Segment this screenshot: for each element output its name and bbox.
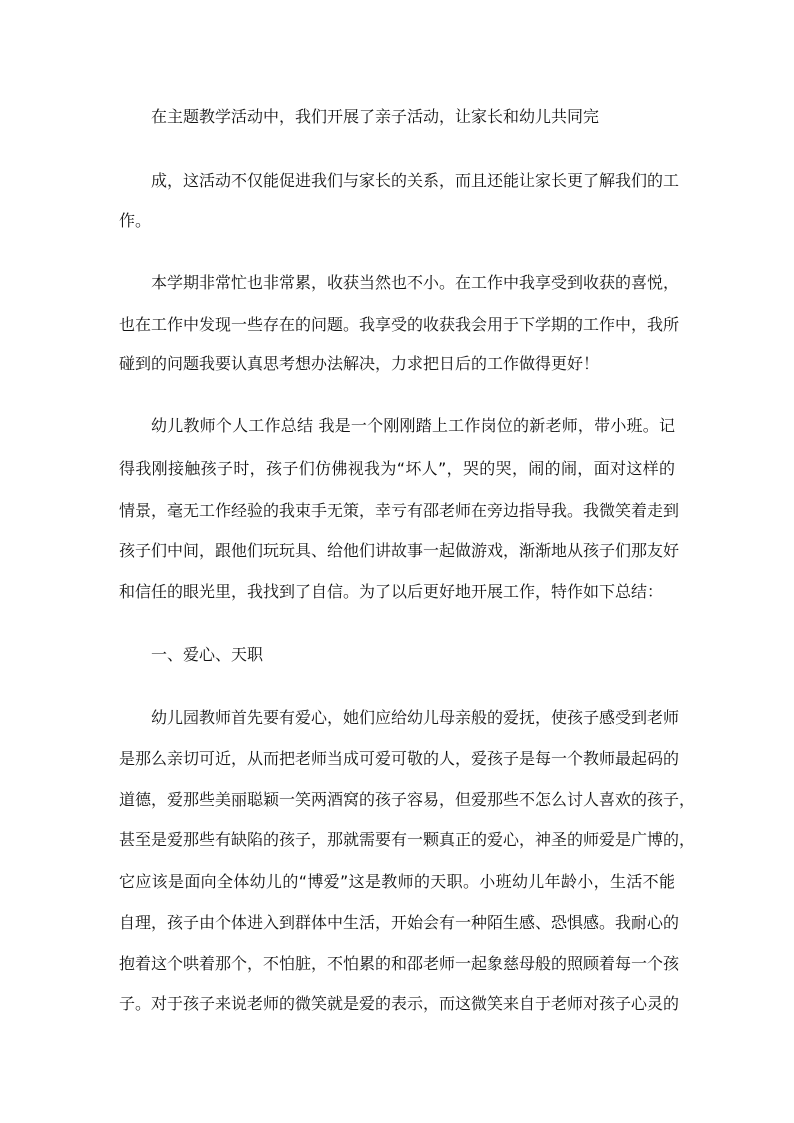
paragraph-4-line-2: 是那么亲切可近，从而把老师当成可爱可敬的人，爱孩子是每一个教师最起码的	[119, 749, 680, 768]
section-heading: 一、爱心、天职	[151, 645, 264, 664]
paragraph-3-line-1: 幼儿教师个人工作总结 我是一个刚刚踏上工作岗位的新老师，带小班。记	[151, 416, 675, 435]
paragraph-1-line-1: 在主题教学活动中，我们开展了亲子活动，让家长和幼儿共同完	[151, 107, 600, 126]
paragraph-4-line-1: 幼儿园教师首先要有爱心，她们应给幼儿母亲般的爱抚，使孩子感受到老师	[151, 708, 680, 727]
paragraph-2-line-2: 也在工作中发现一些存在的问题。我享受的收获我会用于下学期的工作中，我所	[119, 315, 680, 334]
paragraph-1-line-2: 成，这活动不仅能促进我们与家长的关系，而且还能让家长更了解我们的工	[151, 171, 680, 190]
paragraph-4-line-3: 道德，爱那些美丽聪颖一笑两酒窝的孩子容易，但爱那些不怎么讨人喜欢的孩子，	[119, 790, 696, 809]
paragraph-3-line-2: 得我刚接触孩子时，孩子们仿佛视我为“坏人”，哭的哭，闹的闹，面对这样的	[119, 459, 675, 478]
paragraph-3-line-4: 孩子们中间，跟他们玩玩具、给他们讲故事一起做游戏，渐渐地从孩子们那友好	[119, 541, 680, 560]
paragraph-2-line-3: 碰到的问题我要认真思考想办法解决，力求把日后的工作做得更好！	[119, 354, 600, 373]
paragraph-4-line-8: 子。对于孩子来说老师的微笑就是爱的表示，而这微笑来自于老师对孩子心灵的	[119, 994, 680, 1013]
paragraph-2-line-1: 本学期非常忙也非常累，收获当然也不小。在工作中我享受到收获的喜悦，	[151, 273, 680, 292]
paragraph-1-line-3: 作。	[119, 211, 152, 230]
paragraph-4-line-4: 甚至是爱那些有缺陷的孩子，那就需要有一颗真正的爱心，神圣的师爱是广博的，	[119, 830, 696, 849]
paragraph-3-line-3: 情景，毫无工作经验的我束手无策，幸亏有邵老师在旁边指导我。我微笑着走到	[119, 501, 680, 520]
paragraph-4-line-5: 它应该是面向全体幼儿的“博爱”这是教师的天职。小班幼儿年龄小，生活不能	[119, 872, 675, 891]
paragraph-3-line-5: 和信任的眼光里，我找到了自信。为了以后更好地开展工作，特作如下总结：	[119, 582, 664, 601]
paragraph-4-line-6: 自理，孩子由个体进入到群体中生活，开始会有一种陌生感、恐惧感。我耐心的	[119, 913, 680, 932]
paragraph-4-line-7: 抱着这个哄着那个，不怕脏，不怕累的和邵老师一起象慈母般的照顾着每一个孩	[119, 954, 680, 973]
